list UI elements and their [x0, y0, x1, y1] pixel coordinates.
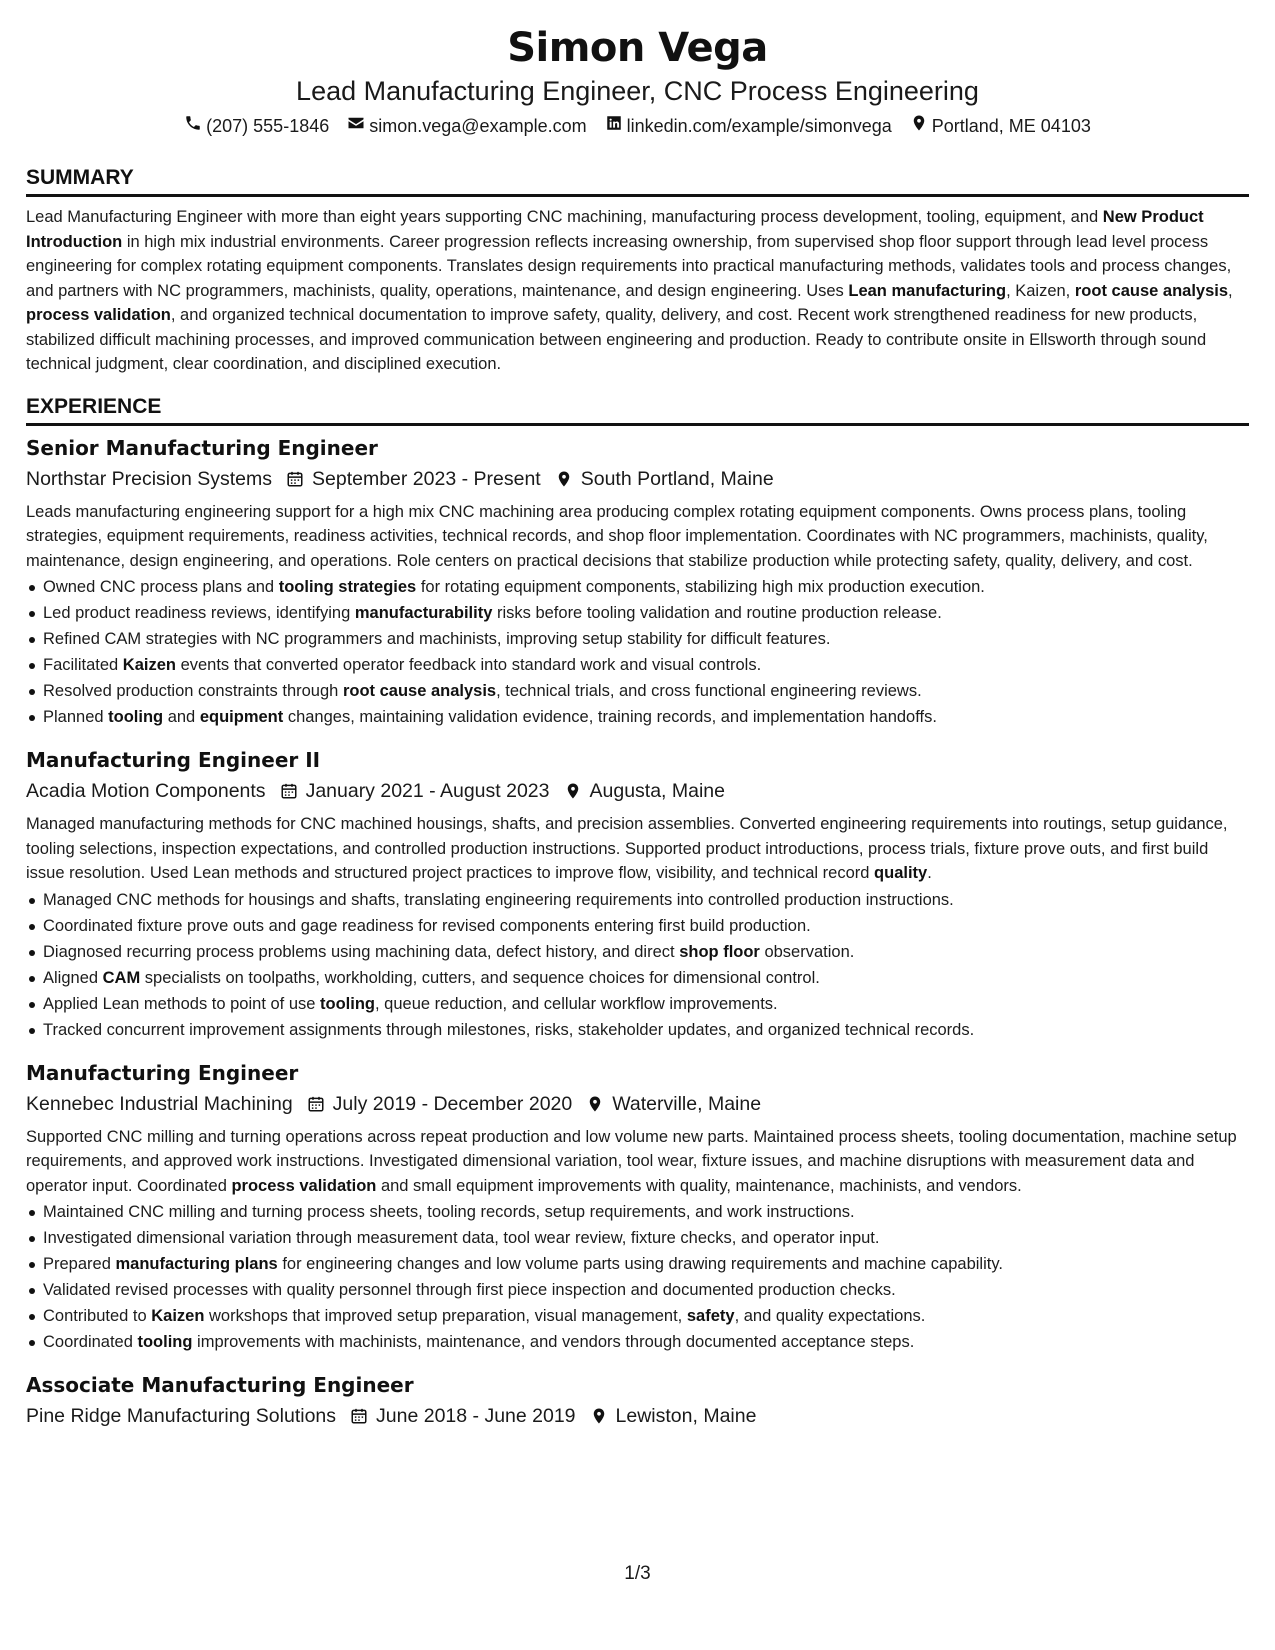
company-name: Northstar Precision Systems	[26, 467, 272, 490]
emphasis-term: equipment	[199, 708, 284, 726]
job-bullet: Maintained CNC milling and turning process sheets, tooling records, setup requirements, and work instructions.	[26, 1199, 1249, 1225]
emphasis-term: tooling	[108, 708, 164, 726]
calendar-icon	[350, 1407, 368, 1425]
job-entry	[26, 434, 1249, 731]
calendar-icon	[286, 470, 304, 488]
contact-linkedin[interactable]	[605, 114, 892, 138]
job-meta	[26, 1401, 1249, 1431]
emphasis-term: shop floor	[679, 942, 760, 961]
emphasis-term: tooling	[137, 1333, 193, 1351]
emphasis-term: process validation	[26, 306, 171, 324]
job-bullet: Led product readiness reviews, identifying manufacturability risks before tooling validation and routine production release.	[26, 600, 1249, 626]
emphasis-term: quality	[874, 864, 928, 882]
emphasis-term: manufacturability	[354, 604, 493, 622]
job-bullet: Refined CAM strategies with NC programmers and machinists, improving setup stability for difficult features.	[26, 626, 1249, 652]
job-bullet: Aligned CAM specialists on toolpaths, workholding, cutters, and sequence choices for dimensional control.	[26, 965, 1249, 991]
experience-heading: EXPERIENCE	[26, 393, 1249, 426]
job-bullet: Tracked concurrent improvement assignments through milestones, risks, stakeholder updates, and organized technical records.	[26, 1017, 1249, 1043]
experience-section	[26, 393, 1249, 1432]
email-text[interactable]: simon.vega@example.com	[369, 116, 587, 136]
job-title: Manufacturing Engineer II	[26, 748, 321, 772]
job-location: South Portland, Maine	[580, 467, 774, 490]
emphasis-term: safety	[686, 1307, 735, 1325]
emphasis-term: tooling strategies	[278, 578, 417, 596]
job-bullet: Owned CNC process plans and tooling strategies for rotating equipment components, stabilizing high mix production execution.	[26, 574, 1249, 600]
company-name: Acadia Motion Components	[26, 780, 266, 802]
job-bullet-list	[26, 574, 1249, 730]
calendar-icon	[307, 1095, 325, 1113]
resume-header	[26, 22, 1249, 138]
job-title: Senior Manufacturing Engineer	[26, 435, 378, 460]
calendar-icon	[280, 782, 298, 800]
job-dates: September 2023 - Present	[312, 467, 541, 490]
job-bullet: Resolved production constraints through root cause analysis, technical trials, and cross functional engineering reviews.	[26, 678, 1249, 704]
job-entry	[26, 746, 1249, 1043]
job-bullet: Coordinated tooling improvements with machinists, maintenance, and vendors through documented acceptance steps.	[26, 1329, 1249, 1355]
location-icon	[564, 782, 582, 800]
contact-location	[910, 114, 1091, 138]
job-bullet: Validated revised processes with quality personnel through first piece inspection and documented production checks.	[26, 1277, 1249, 1303]
job-description: Supported CNC milling and turning operations across repeat production and low volume new parts. Maintained process sheets, tooling documentation, machine setup requirements, and approved work instructions. Investigated dimensional variation, tool wear, fixture issues, and machine disruptions with measurement data and operator input. Coordinated process validation and small equipment improvements with quality, maintenance, machinists, and vendors.	[26, 1127, 1237, 1195]
candidate-headline: Lead Manufacturing Engineer, CNC Process Engineering	[296, 76, 979, 106]
location-icon	[910, 114, 928, 138]
emphasis-term: process validation	[231, 1176, 377, 1195]
job-bullet: Facilitated Kaizen events that converted operator feedback into standard work and visual controls.	[26, 652, 1249, 678]
job-bullet: Investigated dimensional variation through measurement data, tool wear review, fixture checks, and operator input.	[26, 1225, 1249, 1251]
job-description: Leads manufacturing engineering support for a high mix CNC machining area producing complex rotating equipment components. Owns process plans, tooling strategies, equipment requirements, readiness activities, technical records, and shop floor implementation. Coordinates with NC programmers, machinists, quality, maintenance, design engineering, and operations. Role centers on practical decisions that stabilize production while protecting safety, quality, delivery, and cost.	[26, 502, 1208, 570]
emphasis-term: manufacturing plans	[115, 1255, 278, 1273]
emphasis-term: tooling	[320, 994, 376, 1013]
job-meta	[26, 776, 1249, 806]
job-bullet: Contributed to Kaizen workshops that improved setup preparation, visual management, safety, and quality expectations.	[26, 1303, 1249, 1329]
job-bullet: Diagnosed recurring process problems using machining data, defect history, and direct shop floor observation.	[26, 939, 1249, 965]
emphasis-term: New Product Introduction	[26, 208, 1204, 251]
job-entry	[26, 1059, 1249, 1356]
job-location: Waterville, Maine	[612, 1092, 762, 1115]
job-bullet-list	[26, 887, 1249, 1043]
job-bullet: Prepared manufacturing plans for engineering changes and low volume parts using drawing requirements and machine capability.	[26, 1251, 1249, 1277]
job-bullet: Applied Lean methods to point of use tooling, queue reduction, and cellular workflow improvements.	[26, 991, 1249, 1017]
contact-bar	[26, 114, 1249, 138]
job-bullet: Planned tooling and equipment changes, maintaining validation evidence, training records, and implementation handoffs.	[26, 704, 1249, 730]
job-title: Manufacturing Engineer	[26, 1060, 299, 1085]
job-bullet: Managed CNC methods for housings and shafts, translating engineering requirements into controlled production instructions.	[26, 887, 1249, 913]
linkedin-icon	[605, 114, 623, 138]
job-title: Associate Manufacturing Engineer	[26, 1373, 414, 1397]
job-location: Augusta, Maine	[589, 780, 726, 802]
linkedin-text[interactable]: linkedin.com/example/simonvega	[626, 116, 892, 136]
job-bullet-list	[26, 1199, 1249, 1355]
location-icon	[555, 470, 573, 488]
candidate-name: Simon Vega	[507, 25, 768, 71]
emphasis-term: Kaizen	[122, 656, 176, 674]
emphasis-term: root cause analysis	[1074, 281, 1229, 300]
contact-email[interactable]	[347, 114, 586, 138]
job-location: Lewiston, Maine	[615, 1405, 757, 1427]
contact-phone	[184, 114, 329, 138]
job-dates: January 2021 - August 2023	[305, 780, 550, 802]
page-number: 1/3	[624, 1563, 651, 1584]
job-bullet: Coordinated fixture prove outs and gage readiness for revised components entering first build production.	[26, 913, 1249, 939]
location-icon	[586, 1095, 604, 1113]
phone-icon	[184, 114, 202, 138]
company-name: Pine Ridge Manufacturing Solutions	[26, 1405, 337, 1427]
emphasis-term: root cause analysis	[342, 682, 497, 700]
job-meta	[26, 464, 1249, 494]
company-name: Kennebec Industrial Machining	[26, 1092, 293, 1115]
email-icon	[347, 114, 365, 138]
job-meta	[26, 1089, 1249, 1119]
summary-heading: SUMMARY	[26, 164, 1249, 197]
phone-text: (207) 555-1846	[206, 116, 330, 136]
job-description: Managed manufacturing methods for CNC machined housings, shafts, and precision assemblies. Converted engineering requirements into routings, setup guidance, tooling selections, inspection expectations, and controlled production instructions. Supported product introductions, process trials, fixture prove outs, and first build issue resolution. Used Lean methods and structured project practices to improve flow, visibility, and technical record quality.	[26, 815, 1228, 882]
summary-text: Lead Manufacturing Engineer with more than eight years supporting CNC machining, manufacturing process development, tooling, equipment, and New Product Introduction in high mix industrial environments. Career progression reflects increasing ownership, from supervised shop floor support through lead level process engineering for complex rotating equipment components. Translates design requirements into practical manufacturing methods, validates tools and process changes, and partners with NC programmers, machinists, quality, operations, maintenance, and design engineering. Uses Lean manufacturing, Kaizen, root cause analysis, process validation, and organized technical documentation to improve safety, quality, delivery, and cost. Recent work strengthened readiness for new products, stabilized difficult machining processes, and improved communication between engineering and production. Ready to contribute onsite in Ellsworth through sound technical judgment, clear coordination, and disciplined execution.	[26, 208, 1233, 373]
summary-section	[26, 164, 1249, 377]
job-entry	[26, 1371, 1249, 1431]
emphasis-term: CAM	[102, 968, 141, 987]
emphasis-term: Kaizen	[151, 1307, 205, 1325]
location-icon	[590, 1407, 608, 1425]
job-dates: June 2018 - June 2019	[376, 1405, 576, 1427]
emphasis-term: Lean manufacturing	[848, 281, 1007, 300]
location-text: Portland, ME 04103	[931, 116, 1091, 136]
resume-page	[26, 22, 1249, 1431]
job-dates: July 2019 - December 2020	[332, 1092, 573, 1115]
job-list	[26, 434, 1249, 1432]
